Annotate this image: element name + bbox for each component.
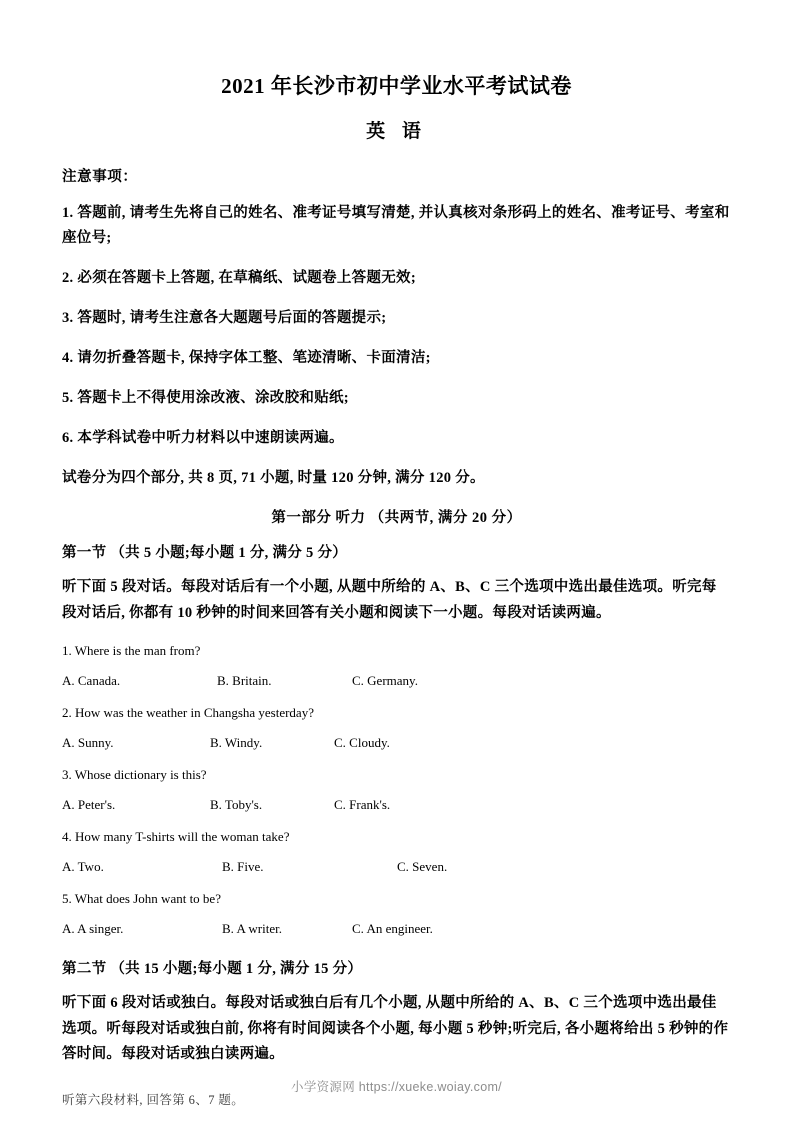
- notice-item-4: 4. 请勿折叠答题卡, 保持字体工整、笔迹清晰、卡面清洁;: [62, 349, 431, 366]
- question-2-option-a[interactable]: A. Sunny.: [62, 734, 114, 750]
- question-4-options: [62, 859, 731, 875]
- question-1-option-c[interactable]: C. Germany.: [352, 672, 418, 688]
- section-one-instruction: 听下面 5 段对话。每段对话后有一个小题, 从题中所给的 A、B、C 三个选项中选出最佳选项。听完每段对话后, 你都有 10 秒钟的时间来回答有关小题和阅读下一小题。每段对话读两遍。: [62, 579, 717, 621]
- notice-item-6: 6. 本学科试卷中听力材料以中速朗读两遍。: [62, 429, 344, 446]
- page-title: 2021 年长沙市初中学业水平考试试卷: [221, 74, 572, 98]
- question-2-option-b[interactable]: B. Windy.: [210, 734, 263, 750]
- question-5-options: [62, 921, 731, 937]
- notice-item-2: 2. 必须在答题卡上答题, 在草稿纸、试题卷上答题无效;: [62, 269, 416, 286]
- question-2-options: [62, 735, 731, 751]
- question-5-option-b[interactable]: B. A writer.: [222, 920, 282, 936]
- question-1-options: [62, 673, 731, 689]
- question-3-option-a[interactable]: A. Peter's.: [62, 796, 116, 812]
- question-1-option-b[interactable]: B. Britain.: [217, 672, 272, 688]
- question-4-option-a[interactable]: A. Two.: [62, 858, 104, 874]
- paper-info: 试卷分为四个部分, 共 8 页, 71 小题, 时量 120 分钟, 满分 120 分。: [62, 469, 485, 486]
- question-5-option-c[interactable]: C. An engineer.: [352, 920, 433, 936]
- section-two-heading: 第二节 （共 15 小题;每小题 1 分, 满分 15 分）: [62, 960, 363, 977]
- part-one-title: 第一部分 听力 （共两节, 满分 20 分）: [271, 510, 522, 527]
- notice-heading: 注意事项：: [62, 169, 138, 185]
- page-subtitle: 英 语: [366, 121, 427, 142]
- section-two-instruction: 听下面 6 段对话或独白。每段对话或独白后有几个小题, 从题中所给的 A、B、C 三个选项中选出最佳选项。听每段对话或独白前, 你将有时间阅读各个小题, 每小题 5 秒钟;听完后, 各小题将给出 5 秒钟的作答时间。每段对话或独白读两遍。: [62, 994, 729, 1063]
- question-4-text: 4. How many T-shirts will the woman take?: [62, 828, 290, 844]
- question-5-option-a[interactable]: A. A singer.: [62, 920, 124, 936]
- question-3-options: [62, 797, 731, 813]
- question-2-text: 2. How was the weather in Changsha yesterday?: [62, 704, 314, 720]
- question-4-option-c[interactable]: C. Seven.: [397, 858, 448, 874]
- question-5-text: 5. What does John want to be?: [62, 890, 221, 906]
- notice-item-5: 5. 答题卡上不得使用涂改液、涂改胶和贴纸;: [62, 389, 349, 406]
- question-1-text: 1. Where is the man from?: [62, 642, 201, 658]
- notice-item-1: 1. 答题前, 请考生先将自己的姓名、准考证号填写清楚, 并认真核对条形码上的姓名、准考证号、考室和座位号;: [62, 205, 730, 246]
- section-one-heading: 第一节 （共 5 小题;每小题 1 分, 满分 5 分）: [62, 545, 348, 562]
- question-2-option-c[interactable]: C. Cloudy.: [334, 734, 390, 750]
- question-4-option-b[interactable]: B. Five.: [222, 858, 264, 874]
- section-two-material-note: 听第六段材料, 回答第 6、7 题。: [62, 1093, 245, 1108]
- question-3-text: 3. Whose dictionary is this?: [62, 766, 207, 782]
- notice-item-3: 3. 答题时, 请考生注意各大题题号后面的答题提示;: [62, 309, 387, 326]
- question-3-option-b[interactable]: B. Toby's.: [210, 796, 263, 812]
- question-3-option-c[interactable]: C. Frank's.: [334, 796, 391, 812]
- watermark: 小学资源网 https://xueke.woiay.com/: [291, 1080, 502, 1094]
- question-1-option-a[interactable]: A. Canada.: [62, 672, 121, 688]
